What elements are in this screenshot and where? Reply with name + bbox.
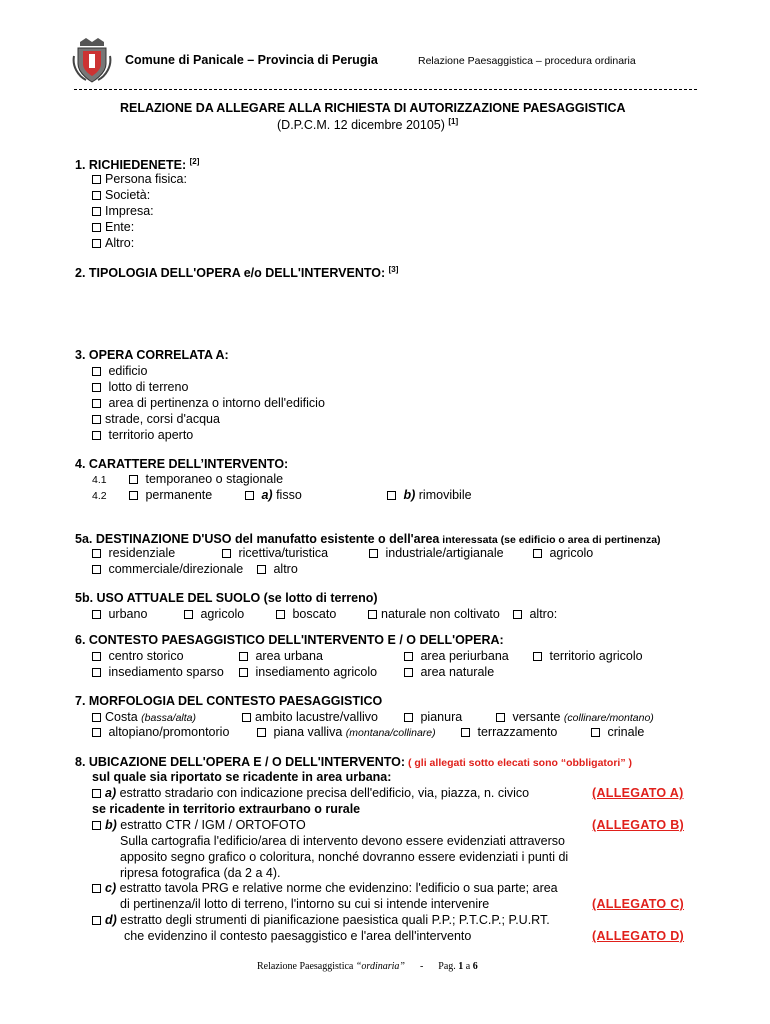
page-footer: Relazione Paesaggistica “ordinaria” - Pag. 1 a 6 — [257, 961, 478, 972]
checkbox-area-urbana[interactable]: area urbana — [239, 649, 323, 663]
checkbox-icon[interactable] — [92, 610, 101, 619]
checkbox-icon[interactable] — [184, 610, 193, 619]
checkbox-altopiano[interactable]: altopiano/promontorio — [92, 725, 229, 739]
section-8-sub-rural: se ricadente in territorio extraurbano o rurale — [92, 802, 361, 816]
allegato-b-description-line-2: apposito segno grafico o coloritura, nonché dovranno essere evidenziati i punti di — [120, 850, 569, 864]
checkbox-insediamento-sparso[interactable]: insediamento sparso — [92, 665, 224, 679]
checkbox-societa[interactable]: Società: — [92, 188, 150, 202]
checkbox-area-pertinenza[interactable]: area di pertinenza o intorno dell'edificio — [92, 396, 325, 410]
checkbox-terrazzamento[interactable]: terrazzamento — [461, 725, 557, 739]
checkbox-icon[interactable] — [92, 415, 101, 424]
checkbox-icon[interactable] — [129, 491, 138, 500]
checkbox-icon[interactable] — [387, 491, 396, 500]
allegato-b-description-line-1: Sulla cartografia l'edificio/area di intervento devono essere evidenziati attraverso — [120, 834, 565, 848]
checkbox-commerciale[interactable]: commerciale/direzionale — [92, 562, 243, 576]
checkbox-icon[interactable] — [533, 549, 542, 558]
section-1-title: 1. RICHIEDENETE: [2] — [75, 157, 200, 173]
allegato-a-label: (ALLEGATO A) — [592, 786, 684, 800]
section-6-title: 6. CONTESTO PAESAGGISTICO DELL'INTERVENTO E / O DELL'OPERA: — [75, 633, 504, 647]
allegato-c-description: di pertinenza/il lotto di terreno, l'intorno su cui si intende intervenire — [120, 897, 490, 911]
checkbox-fisso[interactable]: a) fisso — [245, 488, 302, 502]
coat-of-arms-logo — [72, 36, 112, 84]
checkbox-icon[interactable] — [92, 239, 101, 248]
checkbox-ambito-lacustre[interactable]: ambito lacustre/vallivo — [242, 710, 378, 724]
checkbox-icon[interactable] — [92, 207, 101, 216]
section-8-title: 8. UBICAZIONE DELL'OPERA E / O DELL'INTERVENTO: ( gli allegati sotto elecati sono “obbligatori” ) — [75, 755, 632, 769]
checkbox-icon[interactable] — [257, 728, 266, 737]
checkbox-icon[interactable] — [222, 549, 231, 558]
checkbox-impresa[interactable]: Impresa: — [92, 204, 154, 218]
checkbox-icon[interactable] — [92, 191, 101, 200]
checkbox-persona-fisica[interactable]: Persona fisica: — [92, 172, 187, 186]
checkbox-territorio-agricolo[interactable]: territorio agricolo — [533, 649, 643, 663]
checkbox-icon[interactable] — [92, 652, 101, 661]
checkbox-boscato[interactable]: boscato — [276, 607, 336, 621]
checkbox-temporaneo[interactable]: temporaneo o stagionale — [129, 472, 283, 486]
checkbox-icon[interactable] — [92, 789, 101, 798]
section-4-title: 4. CARATTERE DELL’INTERVENTO: — [75, 457, 289, 471]
allegato-b-description-line-3: ripresa fotografica (da 2 a 4). — [120, 866, 281, 880]
checkbox-estratto-prg[interactable]: c) estratto tavola PRG e relative norme che evidenzino: l'edificio o sua parte; area — [92, 881, 558, 895]
section-2-title: 2. TIPOLOGIA DELL'OPERA e/o DELL'INTERVENTO: [3] — [75, 265, 399, 281]
checkbox-icon[interactable] — [513, 610, 522, 619]
checkbox-icon[interactable] — [92, 383, 101, 392]
checkbox-icon[interactable] — [404, 652, 413, 661]
header-divider — [74, 89, 697, 90]
checkbox-rimovibile[interactable]: b) rimovibile — [387, 488, 472, 502]
checkbox-altro-5a[interactable]: altro — [257, 562, 298, 576]
checkbox-icon[interactable] — [92, 431, 101, 440]
checkbox-ricettiva[interactable]: ricettiva/turistica — [222, 546, 328, 560]
checkbox-altro[interactable]: Altro: — [92, 236, 134, 250]
allegato-b-label: (ALLEGATO B) — [592, 818, 685, 832]
checkbox-crinale[interactable]: crinale — [591, 725, 644, 739]
checkbox-icon[interactable] — [92, 668, 101, 677]
checkbox-altro-5b[interactable]: altro: — [513, 607, 557, 621]
checkbox-estratto-ctr[interactable]: b) estratto CTR / IGM / ORTOFOTO — [92, 818, 306, 832]
checkbox-pianura[interactable]: pianura — [404, 710, 462, 724]
checkbox-territorio-aperto[interactable]: territorio aperto — [92, 428, 193, 442]
checkbox-icon[interactable] — [92, 367, 101, 376]
checkbox-icon[interactable] — [533, 652, 542, 661]
checkbox-icon[interactable] — [404, 713, 413, 722]
checkbox-icon[interactable] — [368, 610, 377, 619]
section-5b-title: 5b. USO ATTUALE DEL SUOLO (se lotto di terreno) — [75, 591, 378, 605]
checkbox-centro-storico[interactable]: centro storico — [92, 649, 184, 663]
checkbox-icon[interactable] — [257, 565, 266, 574]
checkbox-icon[interactable] — [239, 668, 248, 677]
checkbox-versante[interactable]: versante (collinare/montano) — [496, 710, 654, 724]
section-7-title: 7. MORFOLOGIA DEL CONTESTO PAESAGGISTICO — [75, 694, 383, 708]
checkbox-icon[interactable] — [276, 610, 285, 619]
checkbox-icon[interactable] — [245, 491, 254, 500]
checkbox-icon[interactable] — [92, 713, 101, 722]
checkbox-area-naturale[interactable]: area naturale — [404, 665, 494, 679]
checkbox-estratto-stradario[interactable]: a) estratto stradario con indicazione precisa dell'edificio, via, piazza, n. civico — [92, 786, 529, 800]
checkbox-icon[interactable] — [129, 475, 138, 484]
header-doc-type: Relazione Paesaggistica – procedura ordinaria — [418, 55, 636, 67]
section-8-sub-urban: sul quale sia riportato se ricadente in area urbana: — [92, 770, 392, 784]
allegato-c-label: (ALLEGATO C) — [592, 897, 685, 911]
checkbox-lotto-terreno[interactable]: lotto di terreno — [92, 380, 188, 394]
checkbox-icon[interactable] — [92, 399, 101, 408]
checkbox-icon[interactable] — [239, 652, 248, 661]
checkbox-icon[interactable] — [92, 175, 101, 184]
checkbox-icon[interactable] — [92, 565, 101, 574]
checkbox-icon[interactable] — [92, 223, 101, 232]
checkbox-permanente[interactable]: permanente — [129, 488, 212, 502]
checkbox-pianificazione-paesistica[interactable]: d) estratto degli strumenti di pianificazione paesistica quali P.P.; P.T.C.P.; P.U.RT. — [92, 913, 550, 927]
checkbox-icon[interactable] — [404, 668, 413, 677]
checkbox-costa[interactable]: Costa (bassa/alta) — [92, 710, 196, 724]
item-number: 4.2 — [92, 490, 107, 502]
checkbox-icon[interactable] — [242, 713, 251, 722]
checkbox-strade[interactable]: strade, corsi d'acqua — [92, 412, 220, 426]
checkbox-icon[interactable] — [461, 728, 470, 737]
checkbox-icon[interactable] — [369, 549, 378, 558]
checkbox-naturale-non-coltivato[interactable]: naturale non coltivato — [368, 607, 500, 621]
section-5a-title: 5a. DESTINAZIONE D'USO del manufatto esistente o dell'area interessata (se edificio o area di pertinenza) — [75, 532, 661, 546]
checkbox-agricolo-5a[interactable]: agricolo — [533, 546, 593, 560]
checkbox-icon[interactable] — [92, 884, 101, 893]
allegato-d-description: che evidenzino il contesto paesaggistico e l'area dell'intervento — [124, 929, 472, 943]
header-municipality: Comune di Panicale – Provincia di Perugia — [125, 53, 378, 67]
checkbox-icon[interactable] — [92, 821, 101, 830]
checkbox-agricolo-5b[interactable]: agricolo — [184, 607, 244, 621]
doc-subtitle: (D.P.C.M. 12 dicembre 20105) [1] — [277, 117, 459, 133]
checkbox-edificio[interactable]: edificio — [92, 364, 147, 378]
checkbox-icon[interactable] — [92, 549, 101, 558]
checkbox-industriale[interactable]: industriale/artigianale — [369, 546, 504, 560]
section-3-title: 3. OPERA CORRELATA A: — [75, 348, 229, 362]
checkbox-insediamento-agricolo[interactable]: insediamento agricolo — [239, 665, 377, 679]
checkbox-ente[interactable]: Ente: — [92, 220, 134, 234]
checkbox-residenziale[interactable]: residenziale — [92, 546, 175, 560]
allegato-d-label: (ALLEGATO D) — [592, 929, 685, 943]
doc-title: RELAZIONE DA ALLEGARE ALLA RICHIESTA DI AUTORIZZAZIONE PAESAGGISTICA — [120, 101, 626, 115]
checkbox-area-periurbana[interactable]: area periurbana — [404, 649, 509, 663]
checkbox-piana-valliva[interactable]: piana valliva (montana/collinare) — [257, 725, 436, 739]
checkbox-icon[interactable] — [496, 713, 505, 722]
checkbox-urbano[interactable]: urbano — [92, 607, 147, 621]
checkbox-icon[interactable] — [92, 916, 101, 925]
checkbox-icon[interactable] — [591, 728, 600, 737]
item-number: 4.1 — [92, 474, 107, 486]
checkbox-icon[interactable] — [92, 728, 101, 737]
